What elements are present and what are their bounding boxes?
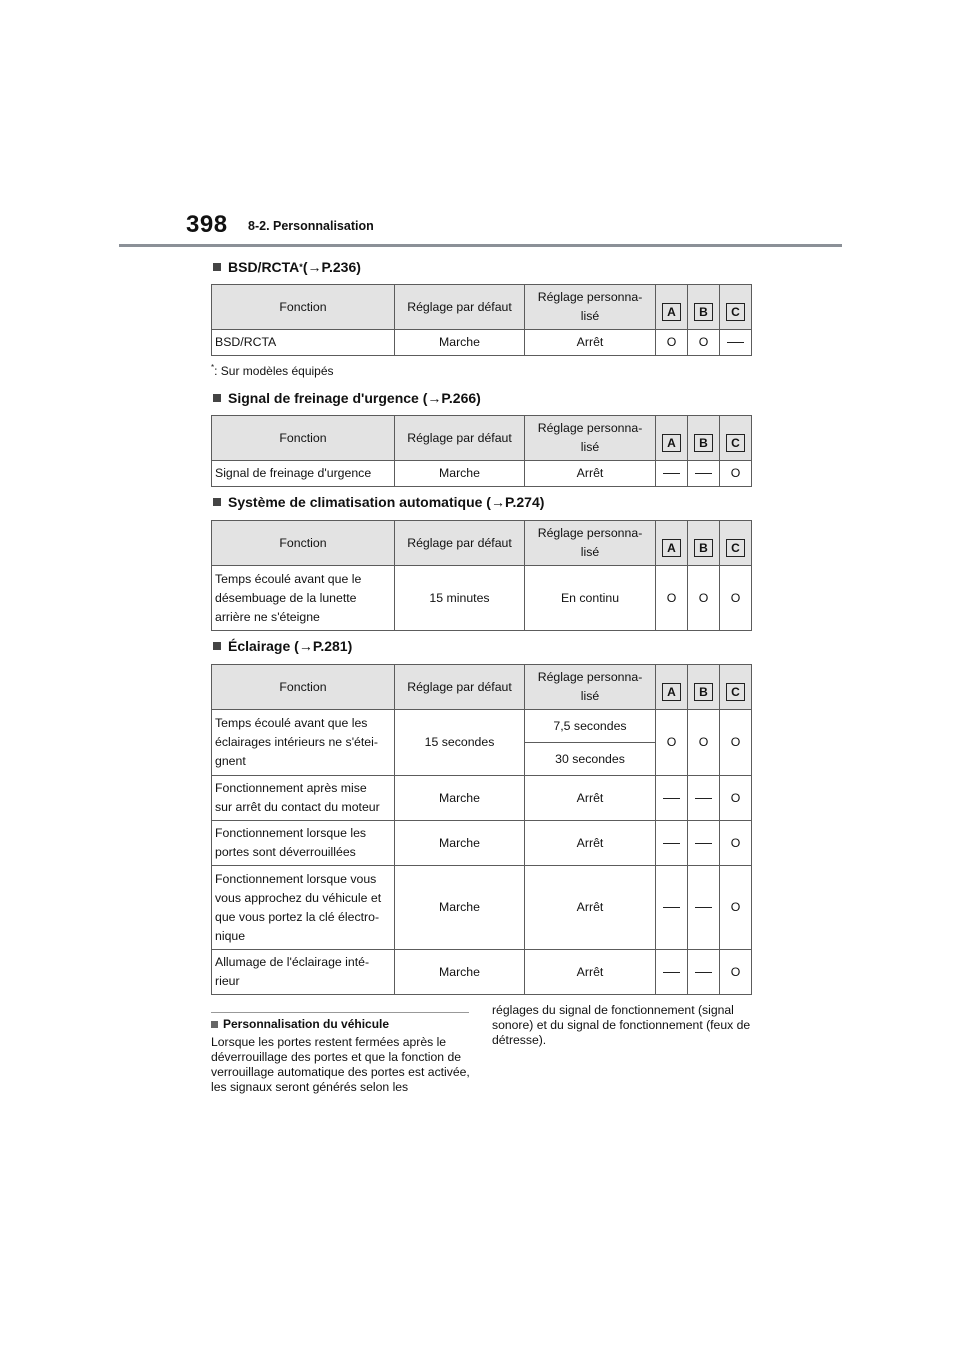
heading-reference: (→P.236) <box>302 259 361 275</box>
table-row <box>212 776 752 821</box>
col-header-a: A <box>656 416 688 461</box>
table-eclairage <box>211 664 752 995</box>
cell-defaut: Marche <box>395 330 525 356</box>
footnote: *: Sur modèles équipés <box>211 363 334 378</box>
cell-fonction: Temps écoulé avant que les éclairages intérieurs ne s'étei- gnent <box>212 710 395 776</box>
subheading-personnalisation-vehicule: Personnalisation du véhicule <box>211 1017 389 1031</box>
col-header-c: C <box>720 665 752 710</box>
col-header-perso: Réglage personna- lisé <box>525 521 656 566</box>
col-header-a: A <box>656 665 688 710</box>
cell-a: O <box>656 330 688 356</box>
cell-fonction: BSD/RCTA <box>212 330 395 356</box>
cell-b: O <box>688 566 720 631</box>
col-header-b: B <box>688 665 720 710</box>
dash-mark <box>695 798 712 799</box>
cell-a: O <box>656 710 688 776</box>
cell-a <box>656 950 688 995</box>
page-number: 398 <box>186 211 228 238</box>
dash-mark <box>663 843 680 844</box>
cell-defaut: 15 secondes <box>395 710 525 776</box>
cell-defaut: Marche <box>395 461 525 487</box>
heading-text: Système de climatisation automatique (→P.274) <box>228 494 545 510</box>
cell-b <box>688 461 720 487</box>
cell-fonction: Signal de freinage d'urgence <box>212 461 395 487</box>
heading-climatisation <box>211 494 544 510</box>
cell-fonction: Temps écoulé avant que le désembuage de la lunette arrière ne s'éteigne <box>212 566 395 631</box>
cell-b <box>688 866 720 950</box>
col-header-defaut: Réglage par défaut <box>395 521 525 566</box>
dash-mark <box>727 342 744 343</box>
col-header-fonction: Fonction <box>212 416 395 461</box>
col-header-fonction: Fonction <box>212 521 395 566</box>
cell-b: O <box>688 330 720 356</box>
table-row <box>212 566 752 631</box>
cell-perso: Arrêt <box>525 461 656 487</box>
cell-perso: Arrêt <box>525 821 656 866</box>
cell-c: O <box>720 950 752 995</box>
square-bullet-icon <box>213 263 221 271</box>
cell-c: O <box>720 710 752 776</box>
cell-a: O <box>656 566 688 631</box>
dash-mark <box>663 798 680 799</box>
col-header-a: A <box>656 521 688 566</box>
col-header-a: A <box>656 285 688 330</box>
cell-perso: Arrêt <box>525 330 656 356</box>
table-row <box>212 461 752 487</box>
col-header-defaut: Réglage par défaut <box>395 665 525 710</box>
square-bullet-icon <box>213 642 221 650</box>
cell-perso: Arrêt <box>525 776 656 821</box>
cell-c: O <box>720 566 752 631</box>
table-row <box>212 330 752 356</box>
header-divider <box>119 244 842 247</box>
body-text-right: réglages du signal de fonctionnement (signal sonore) et du signal de fonctionnement (feux de détresse). <box>492 1003 751 1047</box>
heading-text: Signal de freinage d'urgence (→P.266) <box>228 390 481 406</box>
col-header-perso: Réglage personna- lisé <box>525 665 656 710</box>
table-signal-freinage <box>211 415 752 487</box>
table-row <box>212 821 752 866</box>
cell-defaut: Marche <box>395 866 525 950</box>
dash-mark <box>695 473 712 474</box>
cell-defaut: 15 minutes <box>395 566 525 631</box>
square-bullet-icon <box>213 394 221 402</box>
cell-c: O <box>720 866 752 950</box>
section-label: 8-2. Personnalisation <box>248 219 374 233</box>
cell-defaut: Marche <box>395 776 525 821</box>
table-row <box>212 866 752 950</box>
col-header-defaut: Réglage par défaut <box>395 416 525 461</box>
col-header-b: B <box>688 285 720 330</box>
cell-a <box>656 461 688 487</box>
col-header-b: B <box>688 416 720 461</box>
body-text-left: Lorsque les portes restent fermées après le déverrouillage des portes et que la fonction de verrouillage automatique des portes est activée, les signaux seront générés selon les <box>211 1035 470 1094</box>
cell-c: O <box>720 821 752 866</box>
table-climatisation <box>211 520 752 631</box>
cell-fonction: Fonctionnement lorsque vous vous approchez du véhicule et que vous portez la clé électro- nique <box>212 866 395 950</box>
col-header-defaut: Réglage par défaut <box>395 285 525 330</box>
col-header-c: C <box>720 416 752 461</box>
dash-mark <box>663 907 680 908</box>
col-header-fonction: Fonction <box>212 285 395 330</box>
cell-fonction: Fonctionnement lorsque les portes sont déverrouillées <box>212 821 395 866</box>
col-header-b: B <box>688 521 720 566</box>
dash-mark <box>663 972 680 973</box>
cell-c: O <box>720 776 752 821</box>
cell-a <box>656 821 688 866</box>
table-header-row <box>212 285 752 330</box>
cell-perso: Arrêt <box>525 866 656 950</box>
cell-defaut: Marche <box>395 950 525 995</box>
cell-c <box>720 330 752 356</box>
cell-b <box>688 821 720 866</box>
column-divider <box>211 1012 469 1013</box>
square-bullet-icon <box>213 498 221 506</box>
cell-b <box>688 776 720 821</box>
table-header-row <box>212 416 752 461</box>
dash-mark <box>663 473 680 474</box>
cell-fonction: Allumage de l'éclairage inté- rieur <box>212 950 395 995</box>
heading-text: BSD/RCTA <box>228 259 300 275</box>
heading-signal-freinage <box>211 390 481 406</box>
dash-mark <box>695 907 712 908</box>
table-header-row <box>212 521 752 566</box>
table-bsd-rcta <box>211 284 752 356</box>
cell-b <box>688 950 720 995</box>
cell-perso: 30 secondes <box>525 743 656 776</box>
col-header-perso: Réglage personna- lisé <box>525 285 656 330</box>
col-header-fonction: Fonction <box>212 665 395 710</box>
cell-a <box>656 776 688 821</box>
col-header-c: C <box>720 521 752 566</box>
dash-mark <box>695 843 712 844</box>
table-row <box>212 950 752 995</box>
cell-perso: En continu <box>525 566 656 631</box>
cell-c: O <box>720 461 752 487</box>
cell-b: O <box>688 710 720 776</box>
table-header-row <box>212 665 752 710</box>
heading-bsd-rcta: BSD/RCTA * (→P.236) <box>211 259 361 275</box>
col-header-c: C <box>720 285 752 330</box>
heading-text: Éclairage (→P.281) <box>228 638 353 654</box>
cell-defaut: Marche <box>395 821 525 866</box>
cell-perso: 7,5 secondes <box>525 710 656 743</box>
cell-a <box>656 866 688 950</box>
col-header-perso: Réglage personna- lisé <box>525 416 656 461</box>
square-bullet-icon <box>211 1021 218 1028</box>
cell-perso: Arrêt <box>525 950 656 995</box>
heading-eclairage <box>211 638 352 654</box>
dash-mark <box>695 972 712 973</box>
table-row <box>212 710 752 743</box>
cell-fonction: Fonctionnement après mise sur arrêt du contact du moteur <box>212 776 395 821</box>
